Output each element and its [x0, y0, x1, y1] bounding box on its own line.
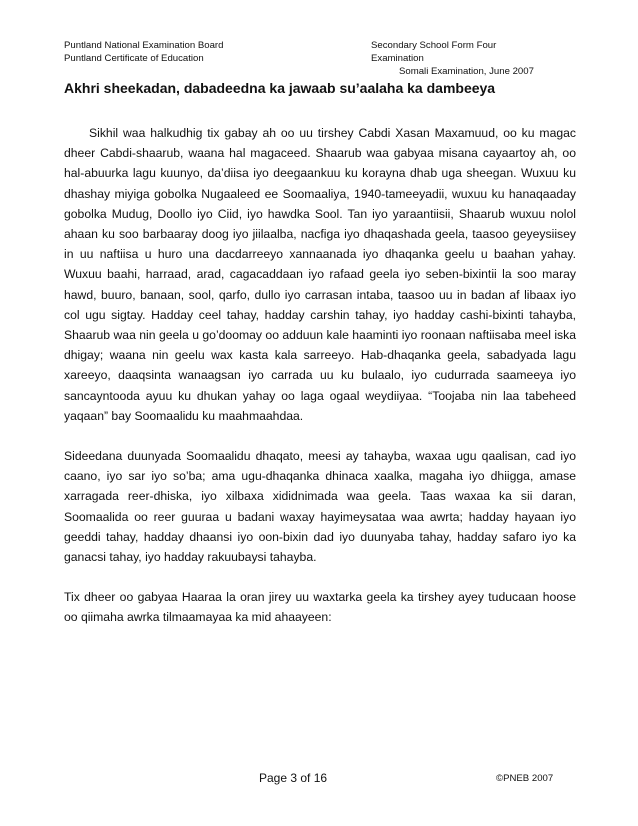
header-exam-level: Secondary School Form Four Examination [371, 40, 497, 64]
paragraph-3: Tix dheer oo gabyaa Haaraa la oran jirey uu waxtarka geela ka tirshey ayey tuducaan hoose oo qiimaha awrka tilmaamayaa ka mid ahaayeen: [64, 590, 576, 625]
header-certificate-name: Puntland Certificate of Education [64, 53, 204, 64]
header-board-name: Puntland National Examination Board [64, 40, 224, 51]
page-number: Page 3 of 16 [259, 771, 328, 785]
paragraph-1: Sikhil waa halkudhig tix gabay ah oo uu tirshey Cabdi Xasan Maxamuud, oo ku magac dheer Cabdi-shaarub, waana hal magaceed. Shaarub waa gabyaa misana cayaartoy ah, oo hal-abuurka lagu kuunyo, da’diisa iyo deegaankuu ku korayna dhab uga sheegan. Wuxuu ku dhashay miyiga gobolka Nugaaleed ee Soomaaliya, 1940-tameeyadii, wuxuu ku hanaqaaday gobolka Mudug, Doollo iyo Ciid, iyo hawdka Sool. Tan iyo yaraantiisii, Shaarub wuxuu nolol ahaan ku soo barbaaray doog iyo jiilaalba, nacfiga iyo dhaqashada geela, taasoo geyeysiisey in uu naftiisa u huro una dacdarreeyo xannaanada iyo dhaqanka geelu u baahan yahay. Wuxuu baahi, harraad, arad, cagacaddaan iyo rafaad geela iyo seben-bixintii la soo maray hawd, buuro, banaan, sool, qarfo, dullo iyo carrasan intaba, taasoo uu in badan af libaax iyo col ugu sigtay. Hadday ceel tahay, hadday carshin tahay, iyo hadday cashi-bixinti tahayba, Shaarub waa nin geela u go’doomay oo adduun kale haaminti iyo roonaan naftiisaba meel iska dhigay; waana nin geelu wax kasta kala sarreeyo. Hab-dhaqanka geela, sabadyada lagu xareeyo, daaqsinta wanaagsan iyo carrada uu ku bulaalo, iyo cudurrada saameeya iyo sancayntooda ayuu ku dhukan yahay oo laga ogaal weydiiyaa. “Toojaba nin laa tabeheed yaqaan” bay Soomaalidu ku maahmaahdaa. [64, 126, 576, 423]
header-right [371, 39, 546, 78]
paragraph-gap [64, 567, 576, 587]
page-title: Akhri sheekadan, dabadeedna ka jawaab su’aalaha ka dambeeya [64, 80, 496, 96]
paragraph-2: Sideedana duunyada Soomaalidu dhaqato, meesi ay tahayba, waxaa ugu qaalisan, cad iyo caano, iyo sar iyo so’ba; ama ugu-dhaqanka dhinaca xaalka, magaha iyo dhiigga, amase xarragada reer-dhiska, iyo xilbaxa xididnimada waa geela. Taas waxaa ka sii daran, Soomaalida oo reer guuraa u badani waxay hayimeysataa waa awrta; hadday hayaan iyo geeddi tahay, hadday dhaansi iyo oon-bixin dad iyo duunyaba tahay, hadday safaro iyo ka ganacsi tahay, iyo hadday rakuubaysi tahayba. [64, 449, 576, 565]
header-left [64, 39, 223, 65]
passage [64, 123, 576, 628]
header-exam-subject: Somali Examination, June 2007 [399, 66, 534, 77]
paragraph-gap [64, 426, 576, 446]
copyright: ©PNEB 2007 [496, 773, 554, 784]
